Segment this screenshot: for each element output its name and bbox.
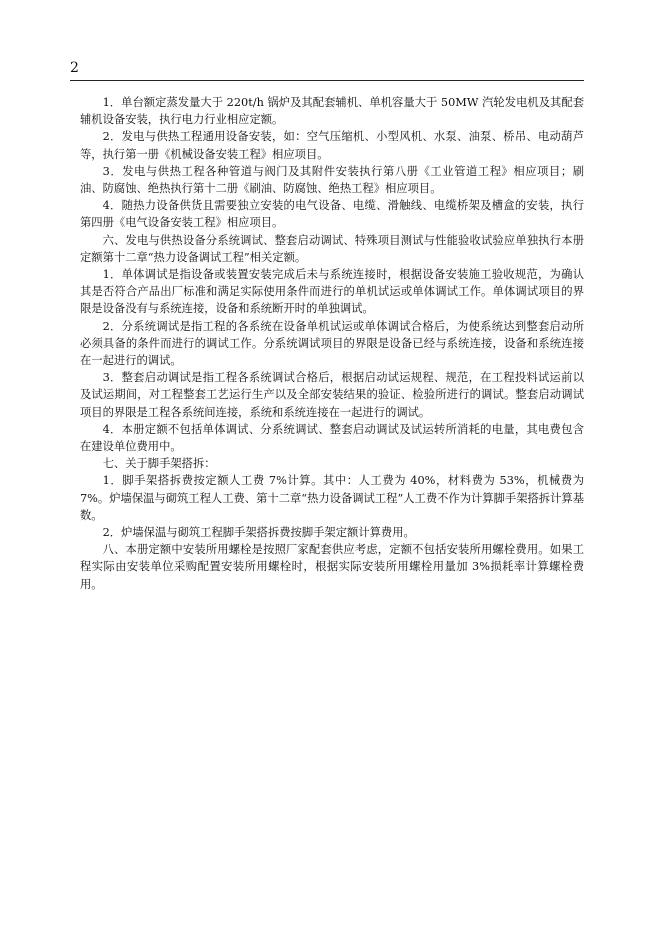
paragraph: 4．随热力设备供货且需要独立安装的电气设备、电缆、滑触线、电缆桥架及槽盒的安装，执行第四册《电气设备安装工程》相应项目。 xyxy=(80,199,584,230)
header-rule xyxy=(70,80,584,81)
document-body xyxy=(80,94,584,593)
paragraph: 2．分系统调试是指工程的各系统在设备单机试运或单体调试合格后，为使系统达到整套启动所必须具备的条件而进行的调试工作。分系统调试项目的界限是设备已经与系统连接，设备和系统连接在一起进行的调试。 xyxy=(80,319,584,368)
section-heading: 八、本册定额中安装所用螺栓是按照厂家配套供应考虑，定额不包括安装所用螺栓费用。如果工程实际由安装单位采购配置安装所用螺栓时，根据实际安装所用螺栓用量加 3%损耗率计算螺栓费用。 xyxy=(80,543,584,591)
paragraph: 2．炉墙保温与砌筑工程脚手架搭拆费按脚手架定额计算费用。 xyxy=(102,526,415,540)
paragraph: 2．发电与供热工程通用设备安装，如：空气压缩机、小型风机、水泵、油泵、桥吊、电动葫芦等，执行第一册《机械设备安装工程》相应项目。 xyxy=(80,130,584,161)
paragraph: 4．本册定额不包括单体调试、分系统调试、整套启动调试及试运转所消耗的电量，其电费包含在建设单位费用中。 xyxy=(80,422,584,454)
paragraph: 3．发电与供热工程各种管道与阀门及其附件安装执行第八册《工业管道工程》相应项目；刷油、防腐蚀、绝热执行第十二册《刷油、防腐蚀、绝热工程》相应项目。 xyxy=(80,164,584,196)
section-heading: 七、关于脚手架搭拆： xyxy=(102,457,216,471)
page-number: 2 xyxy=(70,60,79,76)
paragraph: 3．整套启动调试是指工程各系统调试合格后，根据启动试运规程、规范，在工程投料试运前以及试运期间，对工程整套工艺运行生产以及全部安装结果的验证、检验所进行的调试。整套启动调试项目的界限是工程各系统间连接，系统和系统连接在一起进行的调试。 xyxy=(80,371,584,419)
paragraph: 1．单体调试是指设备或装置安装完成后未与系统连接时，根据设备安装施工验收规范，为确认其是否符合产品出厂标准和满足实际使用条件而进行的单机试运或单体调试工作。单体调试项目的界限是设备没有与系统连接，设备和系统断开时的单独调试。 xyxy=(80,268,584,316)
paragraph: 1．单台额定蒸发量大于 220t/h 锅炉及其配套辅机、单机容量大于 50MW 汽轮发电机及其配套辅机设备安装，执行电力行业相应定额。 xyxy=(80,96,584,127)
section-heading: 六、发电与供热设备分系统调试、整套启动调试、特殊项目测试与性能验收试验应单独执行本册定额第十二章“热力设备调试工程”相关定额。 xyxy=(80,233,584,264)
paragraph: 1．脚手架搭拆费按定额人工费 7%计算。其中：人工费为 40%，材料费为 53%，机械费为 7%。炉墙保温与砌筑工程人工费、第十二章“热力设备调试工程”人工费不作为计算脚手架搭拆计算基数。 xyxy=(80,474,584,522)
